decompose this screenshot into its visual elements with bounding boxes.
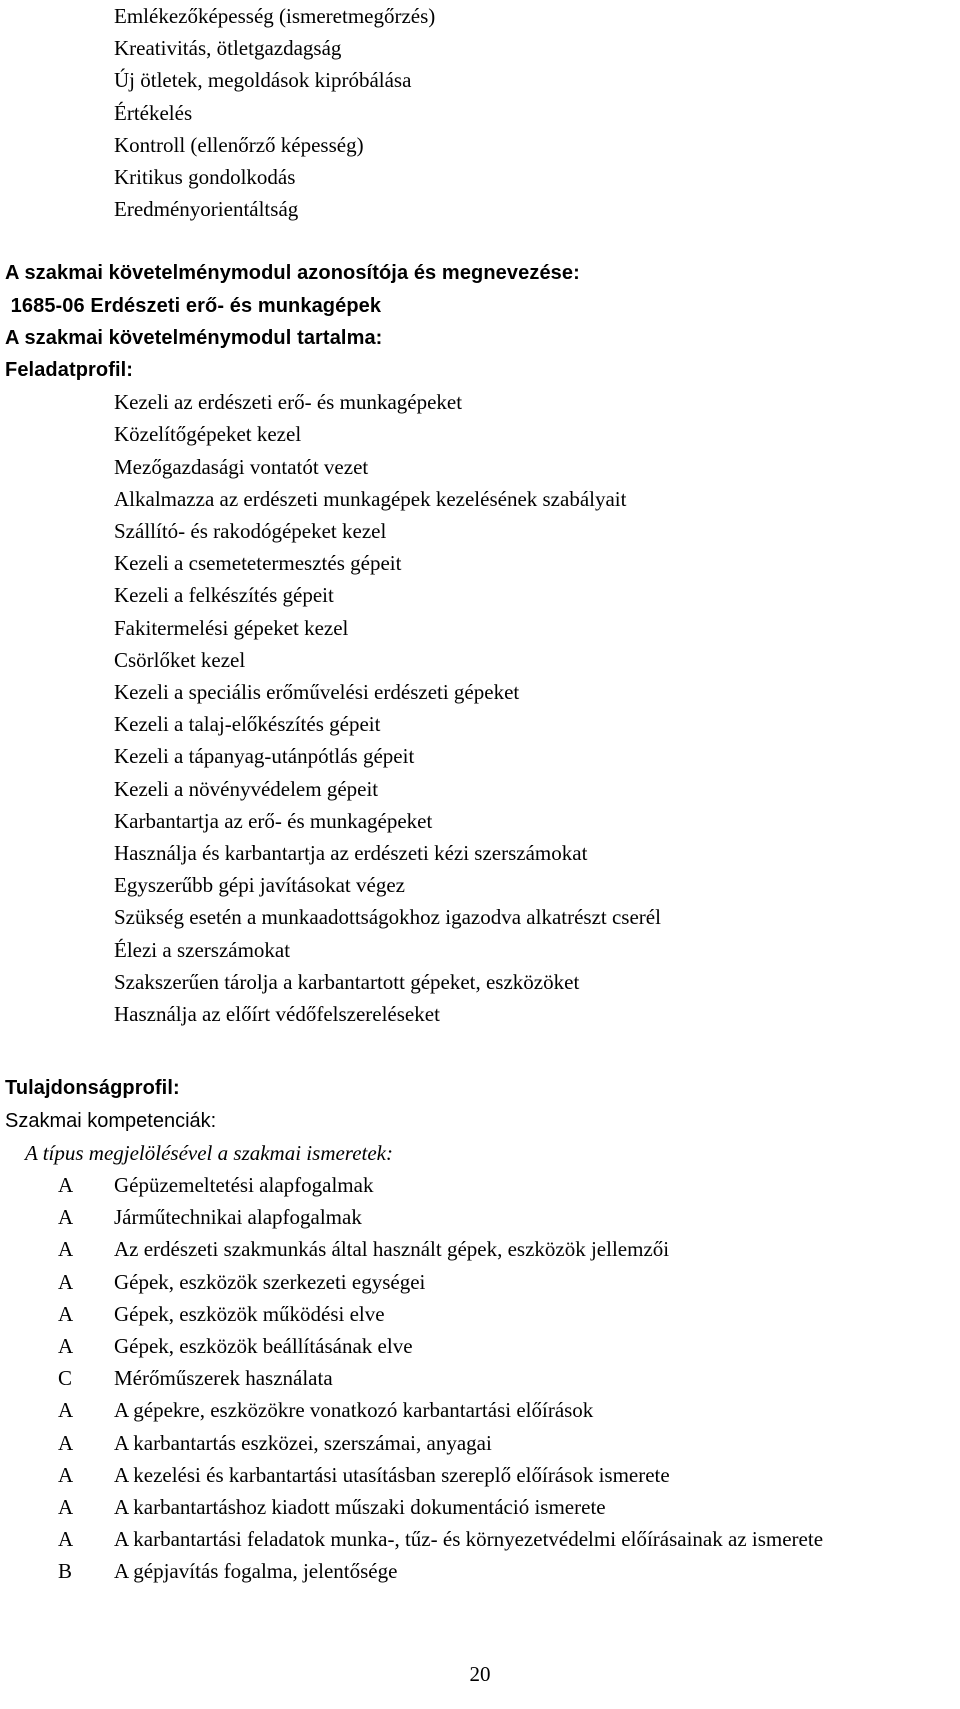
task-list [5, 386, 955, 1030]
module-content-heading: A szakmai követelménymodul tartalma: [5, 326, 383, 349]
competence-label: Szakmai kompetenciák: [5, 1109, 217, 1132]
knowledge-text: Mérőműszerek használata [114, 1366, 333, 1391]
knowledge-type: A [58, 1172, 74, 1197]
knowledge-item [5, 1394, 955, 1426]
knowledge-item [5, 1555, 955, 1587]
task-item: Élezi a szerszámokat [114, 937, 291, 962]
knowledge-type: A [58, 1462, 74, 1487]
knowledge-item [5, 1523, 955, 1555]
knowledge-item [5, 1362, 955, 1394]
knowledge-list [5, 1169, 955, 1588]
ability-item: Kontroll (ellenőrző képesség) [114, 132, 364, 157]
module-id-value: 1685-06 Erdészeti erő- és munkagépek [5, 294, 382, 317]
knowledge-item [5, 1201, 955, 1233]
knowledge-text: Gépüzemeltetési alapfogalmak [114, 1172, 374, 1197]
ability-item: Értékelés [114, 100, 193, 125]
knowledge-text: Járműtechnikai alapfogalmak [114, 1205, 362, 1230]
task-item: Mezőgazdasági vontatót vezet [114, 454, 369, 479]
section-spacer [5, 225, 955, 257]
knowledge-text: Gépek, eszközök beállításának elve [114, 1333, 413, 1358]
task-item: Kezeli az erdészeti erő- és munkagépeket [114, 390, 463, 415]
task-item: Szükség esetén a munkaadottságokhoz igazodva alkatrészt cserél [114, 905, 661, 930]
knowledge-text: Gépek, eszközök szerkezeti egységei [114, 1269, 426, 1294]
task-item: Szállító- és rakodógépeket kezel [114, 519, 387, 544]
document-page [5, 0, 955, 1588]
knowledge-type: A [58, 1269, 74, 1294]
knowledge-type: A [58, 1527, 74, 1552]
knowledge-item [5, 1459, 955, 1491]
ability-item: Eredményorientáltság [114, 197, 299, 222]
knowledge-type: A [58, 1333, 74, 1358]
knowledge-text: A gépjavítás fogalma, jelentősége [114, 1559, 398, 1584]
task-item: Kezeli a speciális erőművelési erdészeti gépeket [114, 680, 520, 705]
knowledge-type: C [58, 1366, 73, 1391]
page-number: 20 [469, 1662, 491, 1686]
knowledge-item [5, 1330, 955, 1362]
task-item: Fakitermelési gépeket kezel [114, 615, 349, 640]
task-item: Kezeli a növényvédelem gépeit [114, 776, 379, 801]
task-profile-heading: Feladatprofil: [5, 359, 134, 382]
task-item: Kezeli a felkészítés gépeit [114, 583, 334, 608]
knowledge-item [5, 1169, 955, 1201]
task-item: Szakszerűen tárolja a karbantartott gépeket, eszközöket [114, 969, 580, 994]
task-item: Kezeli a csemetetermesztés gépeit [114, 551, 402, 576]
knowledge-text: A karbantartáshoz kiadott műszaki dokumentáció ismerete [114, 1494, 606, 1519]
knowledge-text: Gépek, eszközök működési elve [114, 1301, 385, 1326]
ability-item: Kreativitás, ötletgazdagság [114, 36, 342, 61]
task-item: Kezeli a talaj-előkészítés gépeit [114, 712, 381, 737]
knowledge-text: A karbantartási feladatok munka-, tűz- és környezetvédelmi előírásainak az ismerete [114, 1527, 824, 1552]
knowledge-type: A [58, 1237, 74, 1262]
task-item: Közelítőgépeket kezel [114, 422, 302, 447]
task-item: Egyszerűbb gépi javításokat végez [114, 873, 405, 898]
knowledge-text: A kezelési és karbantartási utasításban szereplő előírások ismerete [114, 1462, 670, 1487]
knowledge-type: B [58, 1559, 73, 1584]
knowledge-item [5, 1427, 955, 1459]
knowledge-text: Az erdészeti szakmunkás által használt gépek, eszközök jellemzői [114, 1237, 670, 1262]
knowledge-type: A [58, 1398, 74, 1423]
ability-item: Emlékezőképesség (ismeretmegőrzés) [114, 4, 436, 28]
knowledge-type: A [58, 1494, 74, 1519]
knowledge-type: A [58, 1430, 74, 1455]
knowledge-item [5, 1233, 955, 1265]
knowledge-item [5, 1298, 955, 1330]
knowledge-text: A gépekre, eszközökre vonatkozó karbantartási előírások [114, 1398, 594, 1423]
ability-item: Új ötletek, megoldások kipróbálása [114, 68, 412, 93]
knowledge-text: A karbantartás eszközei, szerszámai, anyagai [114, 1430, 492, 1455]
property-profile-heading: Tulajdonságprofil: [5, 1077, 180, 1100]
task-item: Használja az előírt védőfelszereléseket [114, 1002, 440, 1027]
knowledge-item [5, 1266, 955, 1298]
abilities-list [5, 0, 955, 225]
task-item: Karbantartja az erő- és munkagépeket [114, 808, 433, 833]
type-intro: A típus megjelölésével a szakmai ismeretek: [25, 1140, 393, 1165]
ability-item: Kritikus gondolkodás [114, 165, 296, 190]
knowledge-item [5, 1491, 955, 1523]
knowledge-type: A [58, 1205, 74, 1230]
knowledge-type: A [58, 1301, 74, 1326]
task-item: Használja és karbantartja az erdészeti kézi szerszámokat [114, 841, 588, 866]
task-item: Csörlőket kezel [114, 647, 246, 672]
task-item: Kezeli a tápanyag-utánpótlás gépeit [114, 744, 415, 769]
task-item: Alkalmazza az erdészeti munkagépek kezelésének szabályait [114, 486, 627, 511]
module-id-heading: A szakmai követelménymodul azonosítója és megnevezése: [5, 262, 580, 285]
section-spacer [5, 1030, 955, 1072]
